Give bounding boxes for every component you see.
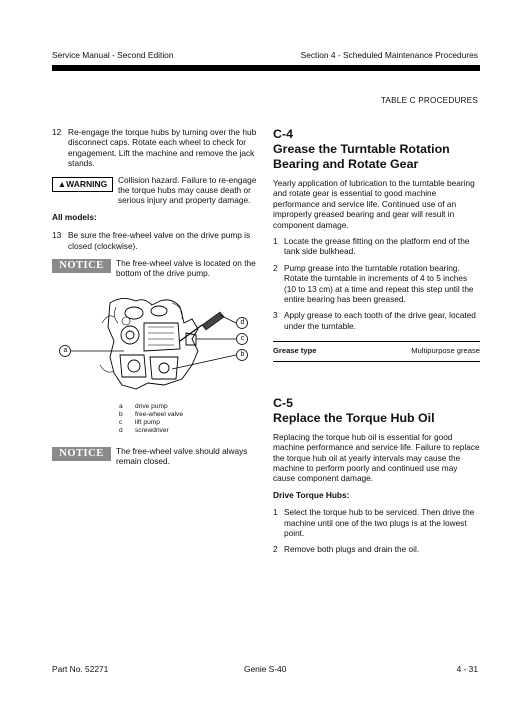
c4-step-2: 2 Pump grease into the turntable rotation bearing. Rotate the turntable in increments of 4 to 5 inches (10 to 13 cm) at a time and repeat this step until the entire bearing has been greased. xyxy=(273,262,474,305)
warning-badge xyxy=(52,177,113,192)
warning-text: Collision hazard. Failure to re-engage the torque hubs may cause death or serious injury and property damage. xyxy=(118,174,257,206)
legend-item: b free-wheel valve xyxy=(119,411,184,419)
step-number: 12 xyxy=(52,127,62,137)
notice-text: The free-wheel valve is located on the bottom of the drive pump. xyxy=(116,258,256,279)
illustration-legend xyxy=(119,403,258,436)
left-column xyxy=(52,127,258,467)
table-label: TABLE C PROCEDURES xyxy=(380,96,478,105)
legend-item: c lift pump xyxy=(119,419,160,427)
header-right: Section 4 - Scheduled Maintenance Procedures xyxy=(300,50,478,60)
warning-badge-label: WARNING xyxy=(66,178,108,189)
spec-bottom-rule xyxy=(273,361,480,362)
header-rule xyxy=(52,65,480,71)
callout-c-label: c xyxy=(240,334,245,342)
subhead-drive-torque-hubs: Drive Torque Hubs: xyxy=(273,489,350,500)
notice-block-2 xyxy=(52,446,258,467)
step-12 xyxy=(52,127,258,169)
section-code-c5: C-5 xyxy=(273,395,293,410)
section-intro-c5: Replacing the torque hub oil is essential for good machine performance and service life. Failure to replace the torque hub oil at yearly intervals may cause the machine to perform poorly and continued use may cause component damage. xyxy=(273,431,480,484)
c5-step-1: 1 Select the torque hub to be serviced. Then drive the machine until one of the two plugs is at the lowest point. xyxy=(273,507,475,538)
section-code-c4: C-4 xyxy=(273,127,293,141)
header-left: Service Manual - Second Edition xyxy=(52,50,174,60)
drive-pump-illustration xyxy=(52,293,258,397)
section-intro-c4: Yearly application of lubrication to the turntable bearing and rotate gear is essential to good machine performance and service life. Continued use of an improperly greased bearing and gear will result in component damage. xyxy=(273,178,475,230)
footer-page-number: 4 - 31 xyxy=(456,664,478,674)
step-text: Re-engage the torque hubs by turning over the hub disconnect caps. Rotate each wheel to check for engagement. Lift the machine and remove the jack stands. xyxy=(68,127,257,169)
callout-a-label: a xyxy=(63,346,68,354)
footer-part-number: Part No. 52271 xyxy=(52,664,109,674)
pump-drawing xyxy=(52,293,258,397)
step-text: Be sure the free-wheel valve on the drive pump is closed (clockwise). xyxy=(68,230,251,251)
spec-label: Grease type xyxy=(273,346,317,356)
footer-model: Genie S-40 xyxy=(244,664,287,674)
legend-item: a drive pump xyxy=(119,402,168,410)
step-number: 13 xyxy=(52,230,62,241)
section-title-c5: Replace the Torque Hub Oil xyxy=(273,410,435,425)
legend-item: d screwdriver xyxy=(119,427,169,435)
step-13 xyxy=(52,230,258,251)
right-column xyxy=(273,127,480,555)
notice-block-1 xyxy=(52,258,258,279)
warning-block xyxy=(52,175,258,206)
all-models-heading: All models: xyxy=(52,211,97,222)
notice-badge: NOTICE xyxy=(52,447,111,461)
section-title-c4: Grease the Turntable Rotation Bearing and Rotate Gear xyxy=(273,142,450,171)
notice-text: The free-wheel valve should always remain closed. xyxy=(116,445,248,467)
callout-b-label: b xyxy=(240,350,245,358)
notice-badge: NOTICE xyxy=(52,259,111,273)
c4-step-1: 1 Locate the grease fitting on the platform end of the tank side bulkhead. xyxy=(273,236,470,257)
c4-step-3: 3 Apply grease to each tooth of the drive gear, located under the turntable. xyxy=(273,310,476,331)
warning-triangle-icon: ▲ xyxy=(57,178,67,189)
c5-step-2: 2 Remove both plugs and drain the oil. xyxy=(273,544,420,555)
callout-d-label: d xyxy=(240,318,245,326)
spec-value: Multipurpose grease xyxy=(411,346,480,356)
grease-spec-row xyxy=(273,341,480,356)
